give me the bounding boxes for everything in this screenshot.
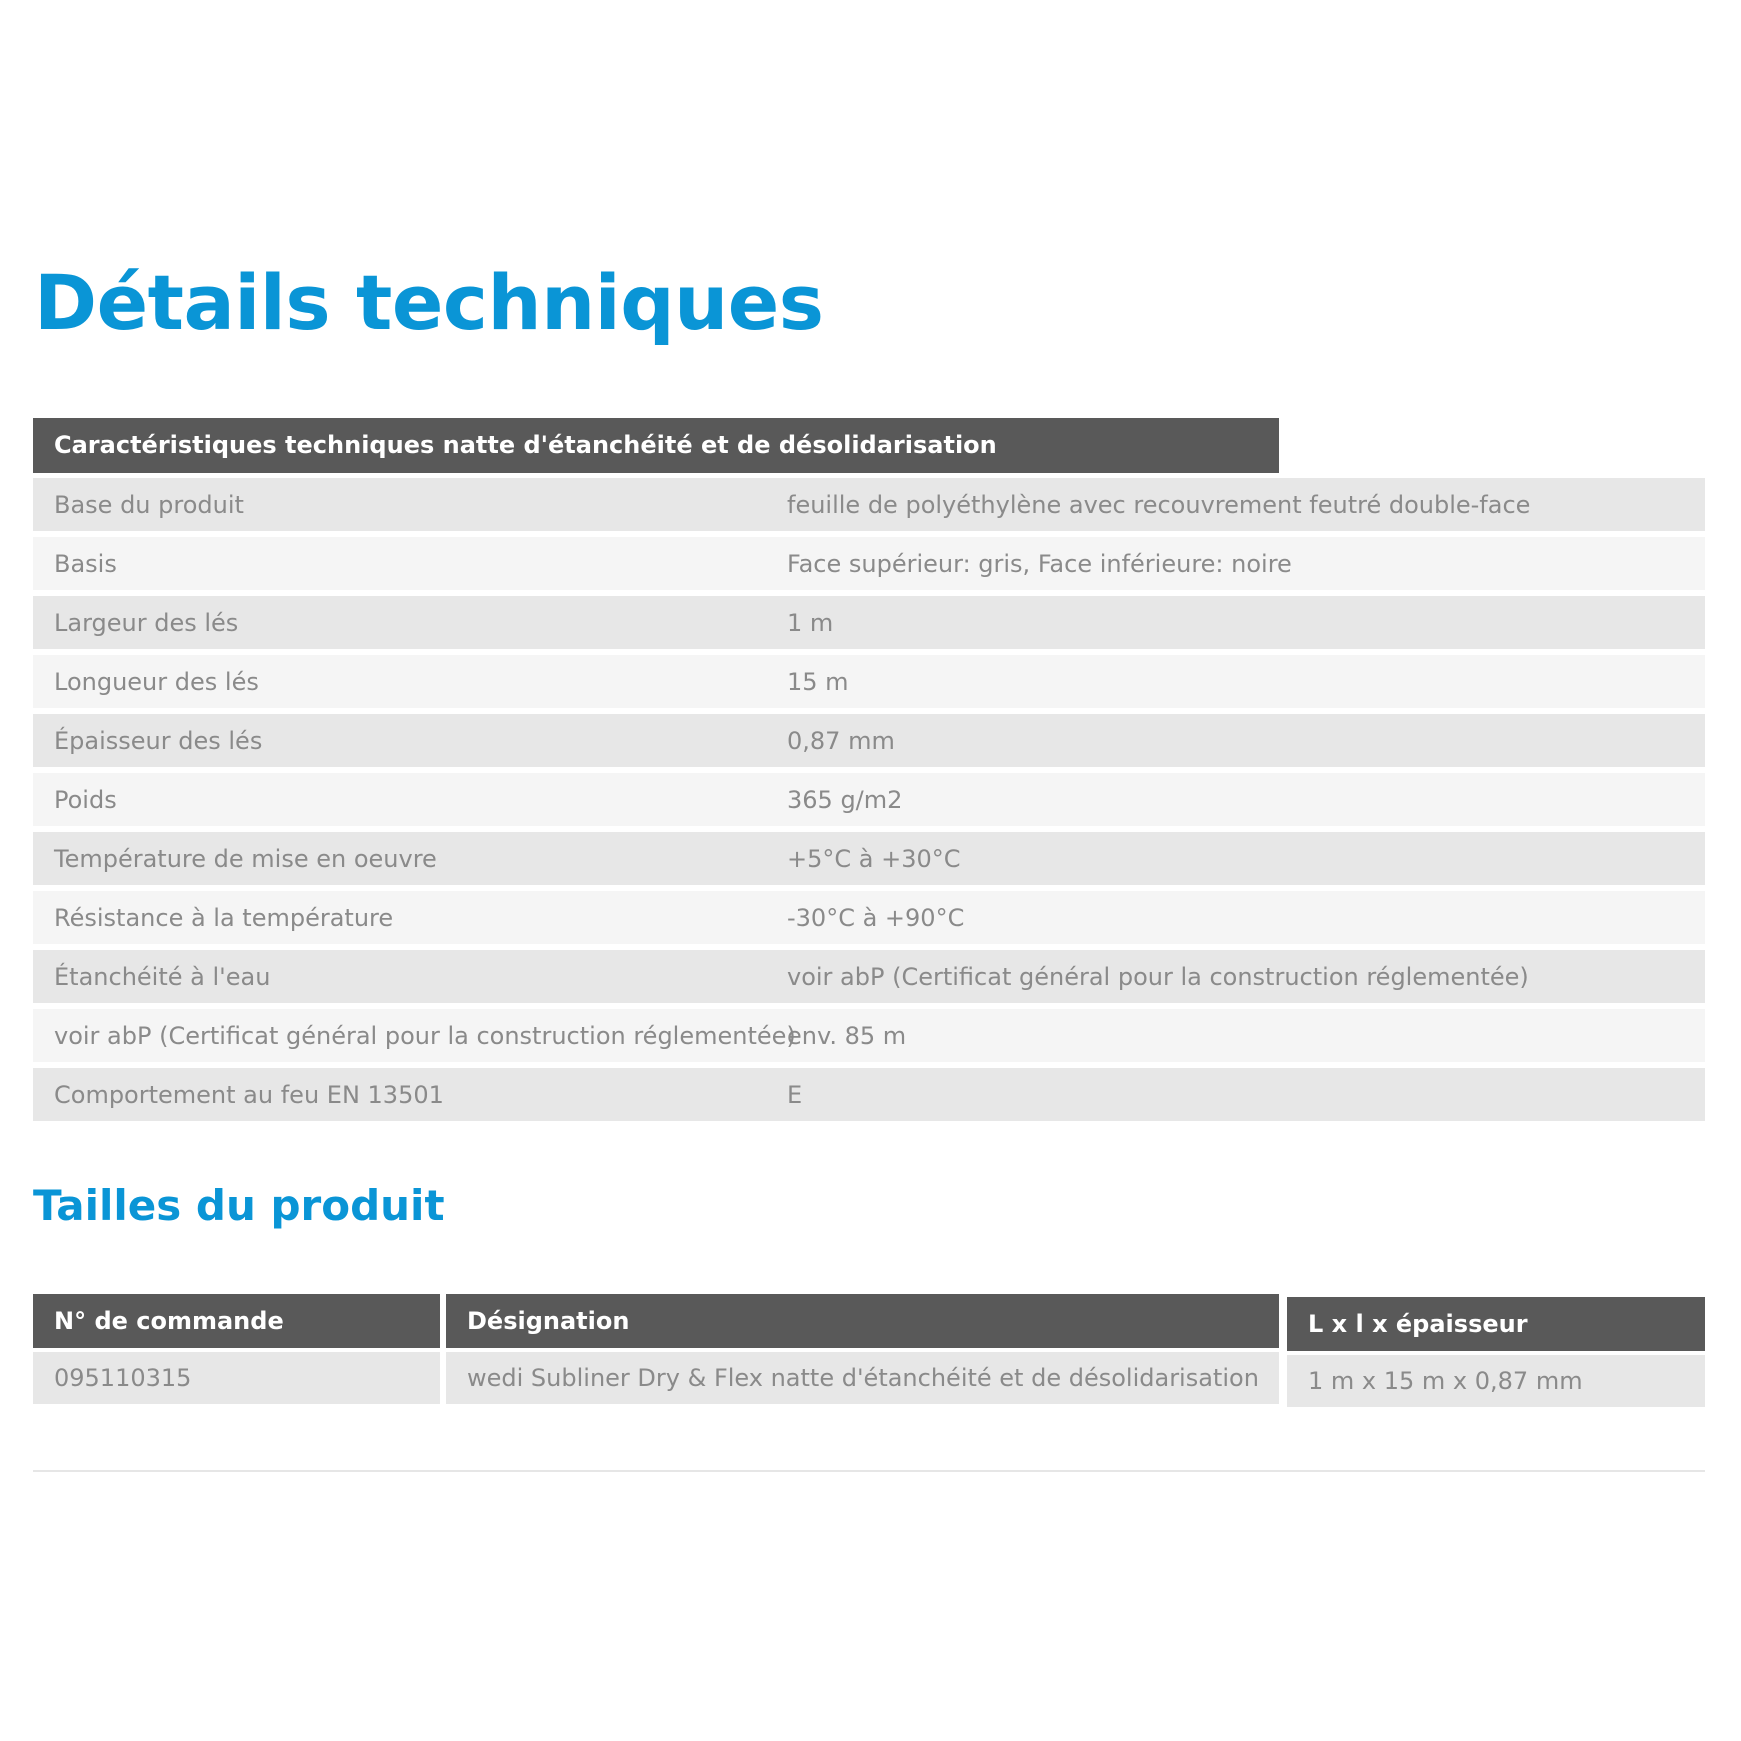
- spec-row: [33, 950, 1705, 1003]
- spec-row: [33, 1009, 1705, 1062]
- sizes-header-order-number: N° de commande: [33, 1294, 440, 1348]
- spec-label: Comportement au feu EN 13501: [54, 1080, 444, 1109]
- sizes-column-dimensions: [1287, 1297, 1705, 1407]
- spec-row: [33, 891, 1705, 944]
- spec-label: Largeur des lés: [54, 608, 239, 637]
- spec-row: [33, 596, 1705, 649]
- spec-table-header: Caractéristiques techniques natte d'étanchéité et de désolidarisation: [33, 418, 1279, 473]
- spec-value: 0,87 mm: [787, 726, 895, 755]
- sizes-cell-designation: wedi Subliner Dry & Flex natte d'étanchéité et de désolidarisation: [446, 1352, 1279, 1404]
- spec-row: [33, 655, 1705, 708]
- spec-label: Résistance à la température: [54, 903, 394, 932]
- spec-label: Épaisseur des lés: [54, 726, 263, 755]
- spec-row: [33, 478, 1705, 531]
- spec-label: Étanchéité à l'eau: [54, 962, 271, 991]
- divider: [33, 1470, 1705, 1472]
- sizes-cell-dimensions: 1 m x 15 m x 0,87 mm: [1287, 1355, 1705, 1407]
- spec-row: [33, 832, 1705, 885]
- sizes-header-dimensions: L x l x épaisseur: [1287, 1297, 1705, 1351]
- spec-value: feuille de polyéthylène avec recouvrement feutré double-face: [787, 490, 1531, 519]
- spec-label: Longueur des lés: [54, 667, 259, 696]
- sizes-header-designation: Désignation: [446, 1294, 1279, 1348]
- spec-value: -30°C à +90°C: [787, 903, 965, 932]
- page-title: Détails techniques: [34, 258, 824, 347]
- spec-value: 15 m: [787, 667, 849, 696]
- sizes-cell-order-number: 095110315: [33, 1352, 440, 1404]
- spec-row: [33, 714, 1705, 767]
- spec-label: voir abP (Certificat général pour la construction réglementée): [54, 1021, 796, 1050]
- spec-value: 365 g/m2: [787, 785, 903, 814]
- spec-label: Basis: [54, 549, 117, 578]
- section-title-sizes: Tailles du produit: [33, 1181, 445, 1230]
- spec-row: [33, 537, 1705, 590]
- spec-label: Poids: [54, 785, 117, 814]
- spec-value: 1 m: [787, 608, 834, 637]
- spec-value: voir abP (Certificat général pour la construction réglementée): [787, 962, 1529, 991]
- spec-value: env. 85 m: [787, 1021, 907, 1050]
- spec-value: +5°C à +30°C: [787, 844, 961, 873]
- spec-label: Température de mise en oeuvre: [54, 844, 437, 873]
- spec-table: [33, 478, 1705, 1127]
- spec-row: [33, 773, 1705, 826]
- sizes-column-designation: [446, 1294, 1279, 1404]
- spec-value: Face supérieur: gris, Face inférieure: noire: [787, 549, 1292, 578]
- spec-label: Base du produit: [54, 490, 244, 519]
- sizes-column-order-number: [33, 1294, 440, 1404]
- spec-row: [33, 1068, 1705, 1121]
- spec-value: E: [787, 1080, 803, 1109]
